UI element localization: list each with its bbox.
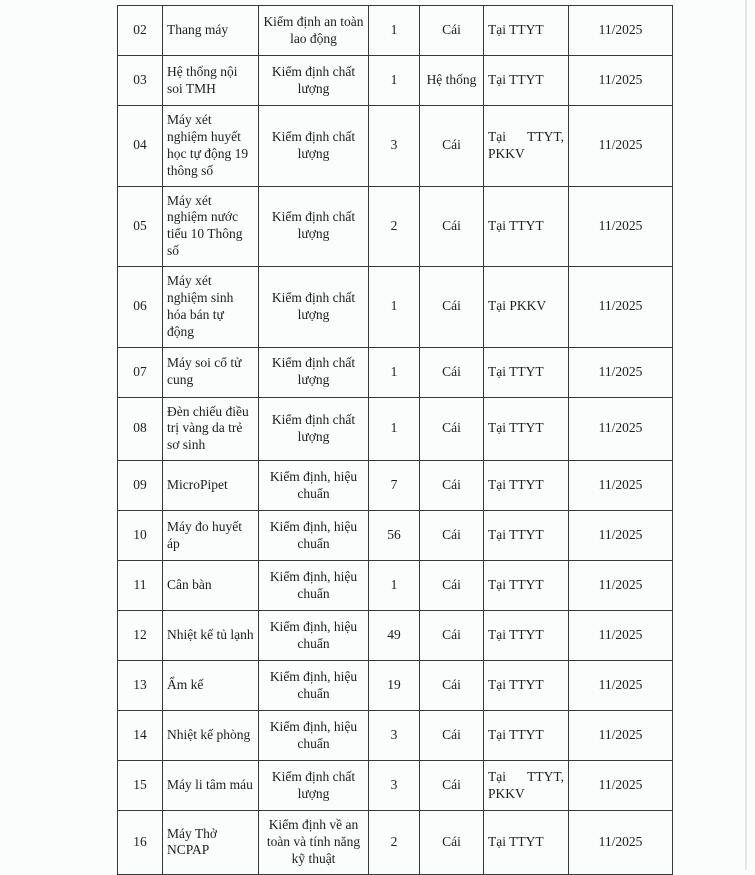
cell-row-number: 16 [118, 811, 163, 875]
cell-quantity: 1 [369, 347, 420, 397]
cell-unit: Cái [420, 661, 484, 711]
cell-location: Tại TTYT [484, 661, 569, 711]
cell-quantity: 7 [369, 461, 420, 511]
table-row [118, 56, 673, 106]
cell-unit: Cái [420, 811, 484, 875]
cell-unit: Cái [420, 461, 484, 511]
cell-unit: Cái [420, 347, 484, 397]
cell-equipment-name: Máy xét nghiệm nước tiểu 10 Thông số [163, 186, 259, 267]
table-row [118, 711, 673, 761]
cell-inspection-type: Kiểm định, hiệu chuẩn [259, 661, 369, 711]
cell-equipment-name: Máy li tâm máu [163, 761, 259, 811]
cell-quantity: 19 [369, 661, 420, 711]
cell-row-number: 03 [118, 56, 163, 106]
scan-artifact-line [745, 0, 747, 870]
table-row [118, 761, 673, 811]
cell-quantity: 1 [369, 56, 420, 106]
cell-row-number: 02 [118, 6, 163, 56]
cell-location: Tại TTYT [484, 561, 569, 611]
cell-equipment-name: Máy Thở NCPAP [163, 811, 259, 875]
cell-quantity: 1 [369, 561, 420, 611]
table-row [118, 661, 673, 711]
cell-unit: Cái [420, 611, 484, 661]
cell-date: 11/2025 [569, 711, 673, 761]
cell-unit: Hệ thống [420, 56, 484, 106]
cell-location: Tại TTYT [484, 6, 569, 56]
cell-row-number: 06 [118, 267, 163, 348]
cell-inspection-type: Kiểm định, hiệu chuẩn [259, 561, 369, 611]
cell-row-number: 13 [118, 661, 163, 711]
cell-inspection-type: Kiểm định chất lượng [259, 56, 369, 106]
cell-unit: Cái [420, 186, 484, 267]
cell-date: 11/2025 [569, 397, 673, 461]
cell-row-number: 11 [118, 561, 163, 611]
cell-unit: Cái [420, 267, 484, 348]
cell-date: 11/2025 [569, 811, 673, 875]
table-row [118, 461, 673, 511]
cell-row-number: 05 [118, 186, 163, 267]
cell-quantity: 56 [369, 511, 420, 561]
cell-date: 11/2025 [569, 347, 673, 397]
cell-inspection-type: Kiểm định, hiệu chuẩn [259, 461, 369, 511]
cell-location: Tại PKKV [484, 267, 569, 348]
cell-quantity: 49 [369, 611, 420, 661]
table-row [118, 6, 673, 56]
cell-date: 11/2025 [569, 461, 673, 511]
cell-quantity: 2 [369, 186, 420, 267]
cell-location: Tại TTYT, PKKV [484, 761, 569, 811]
cell-inspection-type: Kiểm định, hiệu chuẩn [259, 611, 369, 661]
cell-unit: Cái [420, 6, 484, 56]
cell-quantity: 3 [369, 106, 420, 187]
cell-inspection-type: Kiểm định chất lượng [259, 186, 369, 267]
cell-equipment-name: Máy xét nghiệm huyết học tự động 19 thông số [163, 106, 259, 187]
table-row [118, 186, 673, 267]
cell-equipment-name: Đèn chiếu điều trị vàng da trẻ sơ sinh [163, 397, 259, 461]
cell-unit: Cái [420, 561, 484, 611]
cell-inspection-type: Kiểm định chất lượng [259, 106, 369, 187]
cell-location: Tại TTYT [484, 811, 569, 875]
cell-date: 11/2025 [569, 106, 673, 187]
cell-location: Tại TTYT [484, 347, 569, 397]
cell-inspection-type: Kiểm định, hiệu chuẩn [259, 511, 369, 561]
table-row [118, 611, 673, 661]
cell-equipment-name: MicroPipet [163, 461, 259, 511]
cell-unit: Cái [420, 711, 484, 761]
cell-inspection-type: Kiểm định chất lượng [259, 267, 369, 348]
cell-row-number: 14 [118, 711, 163, 761]
cell-location: Tại TTYT [484, 186, 569, 267]
cell-quantity: 3 [369, 761, 420, 811]
table-row [118, 347, 673, 397]
cell-quantity: 3 [369, 711, 420, 761]
cell-unit: Cái [420, 511, 484, 561]
cell-inspection-type: Kiểm định, hiệu chuẩn [259, 711, 369, 761]
cell-date: 11/2025 [569, 6, 673, 56]
cell-equipment-name: Nhiệt kế tủ lạnh [163, 611, 259, 661]
cell-row-number: 09 [118, 461, 163, 511]
cell-row-number: 08 [118, 397, 163, 461]
cell-quantity: 1 [369, 397, 420, 461]
table-row [118, 561, 673, 611]
cell-location: Tại TTYT, PKKV [484, 106, 569, 187]
cell-unit: Cái [420, 761, 484, 811]
cell-row-number: 15 [118, 761, 163, 811]
cell-inspection-type: Kiểm định chất lượng [259, 397, 369, 461]
cell-location: Tại TTYT [484, 511, 569, 561]
cell-equipment-name: Máy soi cổ tử cung [163, 347, 259, 397]
cell-equipment-name: Ẩm kế [163, 661, 259, 711]
cell-location: Tại TTYT [484, 397, 569, 461]
cell-row-number: 10 [118, 511, 163, 561]
cell-location: Tại TTYT [484, 611, 569, 661]
cell-equipment-name: Cân bàn [163, 561, 259, 611]
table-row [118, 106, 673, 187]
cell-inspection-type: Kiểm định về an toàn và tính năng kỹ thuật [259, 811, 369, 875]
cell-equipment-name: Nhiệt kế phòng [163, 711, 259, 761]
cell-equipment-name: Máy xét nghiệm sinh hóa bán tự động [163, 267, 259, 348]
cell-equipment-name: Hệ thống nội soi TMH [163, 56, 259, 106]
table-row [118, 267, 673, 348]
cell-inspection-type: Kiểm định chất lượng [259, 761, 369, 811]
cell-location: Tại TTYT [484, 56, 569, 106]
table-row [118, 397, 673, 461]
cell-date: 11/2025 [569, 561, 673, 611]
cell-inspection-type: Kiểm định chất lượng [259, 347, 369, 397]
cell-row-number: 12 [118, 611, 163, 661]
table-row [118, 811, 673, 875]
cell-date: 11/2025 [569, 761, 673, 811]
cell-row-number: 07 [118, 347, 163, 397]
cell-inspection-type: Kiểm định an toàn lao động [259, 6, 369, 56]
cell-date: 11/2025 [569, 186, 673, 267]
cell-quantity: 1 [369, 267, 420, 348]
cell-location: Tại TTYT [484, 461, 569, 511]
equipment-inspection-table [117, 5, 673, 875]
cell-date: 11/2025 [569, 56, 673, 106]
cell-equipment-name: Máy đo huyết áp [163, 511, 259, 561]
cell-row-number: 04 [118, 106, 163, 187]
cell-location: Tại TTYT [484, 711, 569, 761]
cell-unit: Cái [420, 397, 484, 461]
cell-date: 11/2025 [569, 611, 673, 661]
cell-equipment-name: Thang máy [163, 6, 259, 56]
cell-quantity: 2 [369, 811, 420, 875]
cell-date: 11/2025 [569, 267, 673, 348]
cell-date: 11/2025 [569, 511, 673, 561]
cell-quantity: 1 [369, 6, 420, 56]
table-row [118, 511, 673, 561]
cell-date: 11/2025 [569, 661, 673, 711]
cell-unit: Cái [420, 106, 484, 187]
